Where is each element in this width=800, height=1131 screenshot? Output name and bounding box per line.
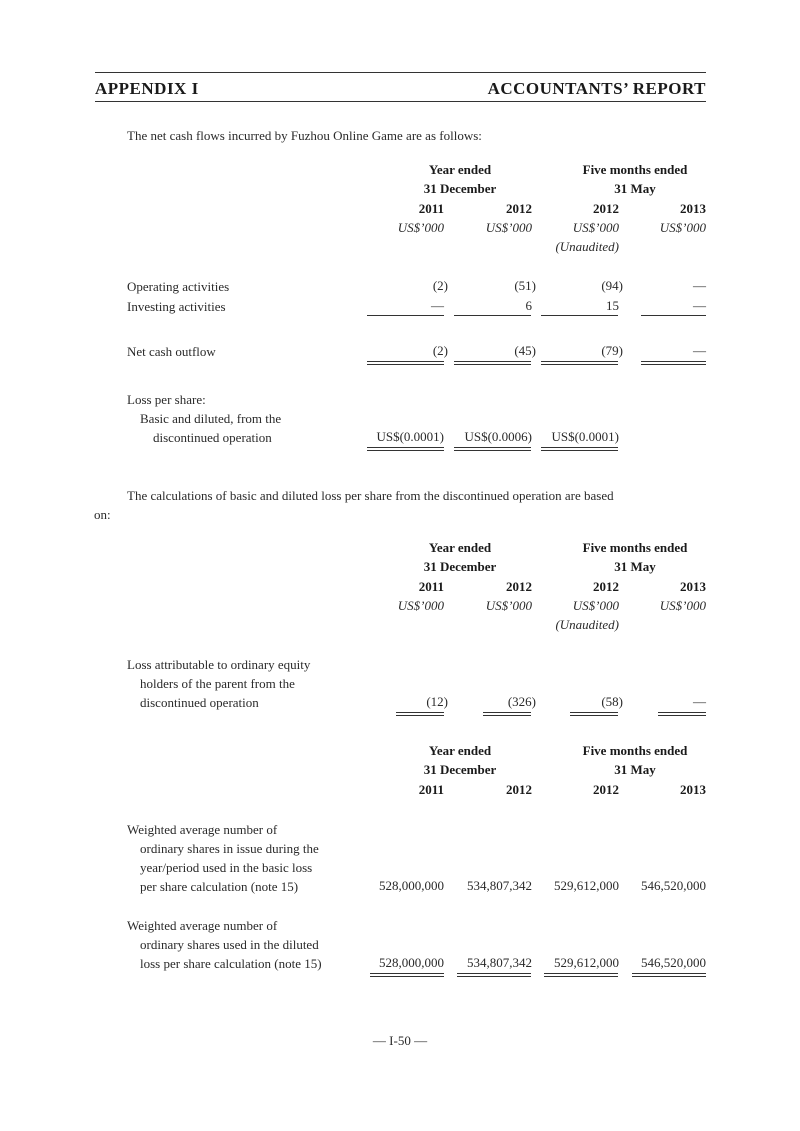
page-number: — I-50 — [372,1033,428,1048]
unit-col-3: US$’000 [572,598,619,613]
header-rule-top [95,72,706,73]
unaudited-label: (Unaudited) [555,239,619,254]
lps-value-1: US$(0.0001) [376,429,444,444]
wa-diluted-rule-4 [632,973,706,977]
loss-attrib-line1: Loss attributable to ordinary equity [127,657,311,672]
loss-attrib-value-1: (12) [426,694,448,709]
year-col-1: 2011 [418,201,444,216]
wa-basic-line1: Weighted average number of [127,822,278,837]
lps-rule-1 [367,447,444,451]
lps-rule-2 [454,447,531,451]
wa-basic-value-3: 529,612,000 [554,878,619,893]
net-cash-value-3: (79) [601,343,623,358]
calc-intro-line2: on: [94,507,111,522]
loss-attrib-value-3: (58) [601,694,623,709]
investing-value-4: — [693,298,706,313]
unit-col-1: US$’000 [397,220,444,235]
wa-diluted-value-1: 528,000,000 [379,955,444,970]
wa-diluted-line1: Weighted average number of [127,918,278,933]
loss-per-share-heading: Loss per share: [127,392,206,407]
year-col-2: 2012 [506,782,532,797]
group1-subheading: 31 December [423,559,497,574]
header-rule-bottom [95,101,706,102]
net-cash-value-1: (2) [432,343,448,358]
calc-intro-line1: The calculations of basic and diluted loss per share from the discontinued operation are based [127,488,614,503]
subtotal-rule-4 [641,315,706,316]
year-col-2: 2012 [506,201,532,216]
net-cash-value-2: (45) [514,343,536,358]
wa-diluted-line3: loss per share calculation (note 15) [140,956,322,971]
unit-col-2: US$’000 [485,220,532,235]
loss-per-share-line1: Basic and diluted, from the [140,411,282,426]
unit-col-4: US$’000 [659,598,706,613]
total-rule-1 [367,361,444,365]
year-col-3: 2012 [593,579,619,594]
wa-basic-line4: per share calculation (note 15) [140,879,299,894]
loss-attrib-rule-1 [396,712,444,716]
year-col-1: 2011 [418,579,444,594]
operating-value-1: (2) [432,278,448,293]
lps-value-3: US$(0.0001) [551,429,619,444]
year-col-4: 2013 [680,579,706,594]
wa-diluted-rule-3 [544,973,618,977]
loss-attrib-rule-2 [483,712,531,716]
intro-text: The net cash flows incurred by Fuzhou Online Game are as follows: [127,128,482,143]
wa-basic-line3: year/period used in the basic loss [140,860,313,875]
net-cash-value-4: — [693,343,706,358]
wa-diluted-rule-2 [457,973,531,977]
row-label-net-cash: Net cash outflow [127,344,216,359]
year-col-1: 2011 [418,782,444,797]
unit-col-4: US$’000 [659,220,706,235]
group1-subheading: 31 December [423,762,497,777]
investing-value-2: 6 [525,298,532,313]
unit-col-2: US$’000 [485,598,532,613]
operating-value-4: — [693,278,706,293]
header-left: APPENDIX I [95,79,199,98]
group2-subheading: 31 May [614,762,656,777]
loss-attrib-line2: holders of the parent from the [140,676,295,691]
group2-subheading: 31 May [614,559,656,574]
wa-basic-value-1: 528,000,000 [379,878,444,893]
wa-diluted-rule-1 [370,973,444,977]
row-label-operating: Operating activities [127,279,230,294]
wa-diluted-line2: ordinary shares used in the diluted [140,937,319,952]
year-col-4: 2013 [680,201,706,216]
operating-value-3: (94) [601,278,623,293]
total-rule-4 [641,361,706,365]
wa-basic-value-2: 534,807,342 [467,878,532,893]
group1-heading: Year ended [428,540,492,555]
operating-value-2: (51) [514,278,536,293]
group2-subheading: 31 May [614,181,656,196]
group2-heading: Five months ended [582,162,688,177]
loss-attrib-value-4: — [693,694,706,709]
investing-value-1: — [431,298,444,313]
group1-heading: Year ended [428,162,492,177]
loss-per-share-line2: discontinued operation [153,430,272,445]
total-rule-2 [454,361,531,365]
year-col-3: 2012 [593,782,619,797]
investing-value-3: 15 [606,298,619,313]
wa-diluted-value-2: 534,807,342 [467,955,532,970]
year-col-4: 2013 [680,782,706,797]
unaudited-label: (Unaudited) [555,617,619,632]
group1-heading: Year ended [428,743,492,758]
loss-attrib-value-2: (326) [507,694,536,709]
lps-rule-3 [541,447,618,451]
row-label-investing: Investing activities [127,299,226,314]
subtotal-rule-1 [367,315,444,316]
group2-heading: Five months ended [582,540,688,555]
unit-col-1: US$’000 [397,598,444,613]
loss-attrib-rule-4 [658,712,706,716]
wa-diluted-value-3: 529,612,000 [554,955,619,970]
wa-basic-line2: ordinary shares in issue during the [140,841,319,856]
header-right: ACCOUNTANTS’ REPORT [487,79,706,98]
subtotal-rule-2 [454,315,531,316]
year-col-2: 2012 [506,579,532,594]
loss-attrib-line3: discontinued operation [140,695,259,710]
year-col-3: 2012 [593,201,619,216]
subtotal-rule-3 [541,315,618,316]
group1-subheading: 31 December [423,181,497,196]
unit-col-3: US$’000 [572,220,619,235]
loss-attrib-rule-3 [570,712,618,716]
total-rule-3 [541,361,618,365]
wa-basic-value-4: 546,520,000 [641,878,706,893]
wa-diluted-value-4: 546,520,000 [641,955,706,970]
lps-value-2: US$(0.0006) [464,429,532,444]
group2-heading: Five months ended [582,743,688,758]
